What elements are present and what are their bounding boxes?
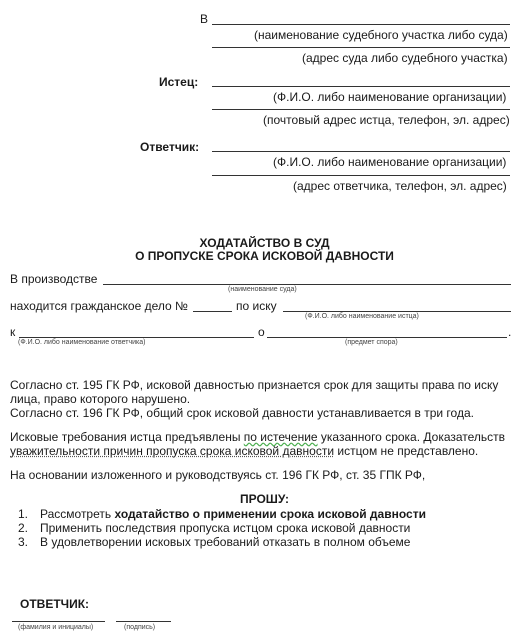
document-title-line1: ХОДАТАЙСТВО В СУД: [199, 236, 330, 250]
defendant-label: Ответчик:: [140, 140, 200, 154]
request-item: [18, 535, 426, 549]
claims-text-valid-reasons: уважительности причин пропуска срока исковой давности: [10, 444, 335, 458]
court-hint: (наименование судебного участка либо суда): [254, 28, 508, 42]
request-item-number: 2.: [18, 521, 29, 535]
plaintiff-name-hint: (Ф.И.О. либо наименование организации): [273, 90, 507, 104]
request-item: [18, 507, 426, 521]
signature-sign-hint: (подпись): [124, 624, 156, 631]
signature-label: ОТВЕТЧИК:: [20, 597, 90, 611]
document-title-line2: О ПРОПУСКЕ СРОКА ИСКОВОЙ ДАВНОСТИ: [135, 249, 394, 263]
request-item-text: В удовлетворении исковых требований отказать в полном объеме: [40, 535, 411, 549]
case-pending-label: находится гражданское дело №: [10, 299, 188, 313]
paragraph-claims-line2: [10, 444, 505, 458]
claimant-field-hint: (Ф.И.О. либо наименование истца): [305, 313, 419, 320]
signature-sign-line[interactable]: [116, 621, 171, 622]
plaintiff-address-line[interactable]: [212, 109, 510, 110]
in-production-label: В производстве: [10, 272, 98, 286]
defendant-field[interactable]: [19, 337, 254, 338]
request-item-number: 1.: [18, 507, 29, 521]
court-address-hint: (адрес суда либо судебного участка): [302, 51, 508, 65]
claims-text-a: Исковые требования истца предъявлены: [10, 430, 244, 444]
paragraph-195-line1: Согласно ст. 195 ГК РФ, исковой давностью признается срок для защиты права по иску: [10, 378, 499, 392]
paragraph-196: Согласно ст. 196 ГК РФ, общий срок исковой давности устанавливается в три года.: [10, 406, 474, 420]
plaintiff-name-line[interactable]: [212, 86, 510, 87]
subject-field[interactable]: [267, 337, 507, 338]
plaintiff-address-hint: (почтовый адрес истца, телефон, эл. адрес): [263, 113, 510, 127]
claims-text-e: истцом не представлено.: [334, 444, 479, 458]
claimant-field[interactable]: [283, 311, 511, 312]
request-item-text: Применить последствия пропуска истцом срока исковой давности: [40, 521, 411, 535]
paragraph-claims-line1: [10, 430, 505, 444]
defendant-address-hint: (адрес ответчика, телефон, эл. адрес): [293, 179, 507, 193]
k-label: к: [10, 325, 16, 339]
court-prefix: В: [200, 12, 209, 26]
request-heading: ПРОШУ:: [239, 492, 290, 506]
by-claim-label: по иску: [236, 299, 277, 313]
paragraph-claims: [10, 430, 505, 458]
paragraph-195-line2: лица, право которого нарушено.: [10, 392, 191, 406]
o-label: о: [258, 325, 265, 339]
defendant-field-hint: (Ф.И.О. либо наименование ответчика): [18, 339, 146, 346]
request-item: [18, 521, 426, 535]
request-list: [18, 507, 426, 549]
signature-name-hint: (фамилия и инициалы): [18, 624, 94, 631]
court-name-line[interactable]: [212, 24, 510, 25]
defendant-name-line[interactable]: [212, 151, 510, 152]
paragraph-195: [10, 378, 498, 420]
claims-text-c: указанного срока. Доказательств: [317, 430, 506, 444]
period-mark: .: [508, 325, 512, 339]
request-item-text: Рассмотреть: [40, 507, 115, 521]
case-number-field[interactable]: [193, 311, 232, 312]
court-name-field-hint: (наименование суда): [228, 286, 297, 293]
court-name-field[interactable]: [103, 284, 511, 285]
subject-field-hint: (предмет спора): [345, 339, 398, 346]
request-item-bold-text: ходатайство о применении срока исковой давности: [114, 507, 426, 521]
plaintiff-label: Истец:: [159, 75, 199, 89]
paragraph-basis: На основании изложенного и руководствуясь ст. 196 ГК РФ, ст. 35 ГПК РФ,: [10, 468, 426, 482]
defendant-name-hint: (Ф.И.О. либо наименование организации): [273, 155, 507, 169]
signature-name-line[interactable]: [12, 621, 105, 622]
court-address-line[interactable]: [212, 47, 510, 48]
defendant-address-line[interactable]: [212, 175, 510, 176]
request-item-number: 3.: [18, 535, 29, 549]
claims-text-expiry: по истечение: [243, 430, 318, 444]
